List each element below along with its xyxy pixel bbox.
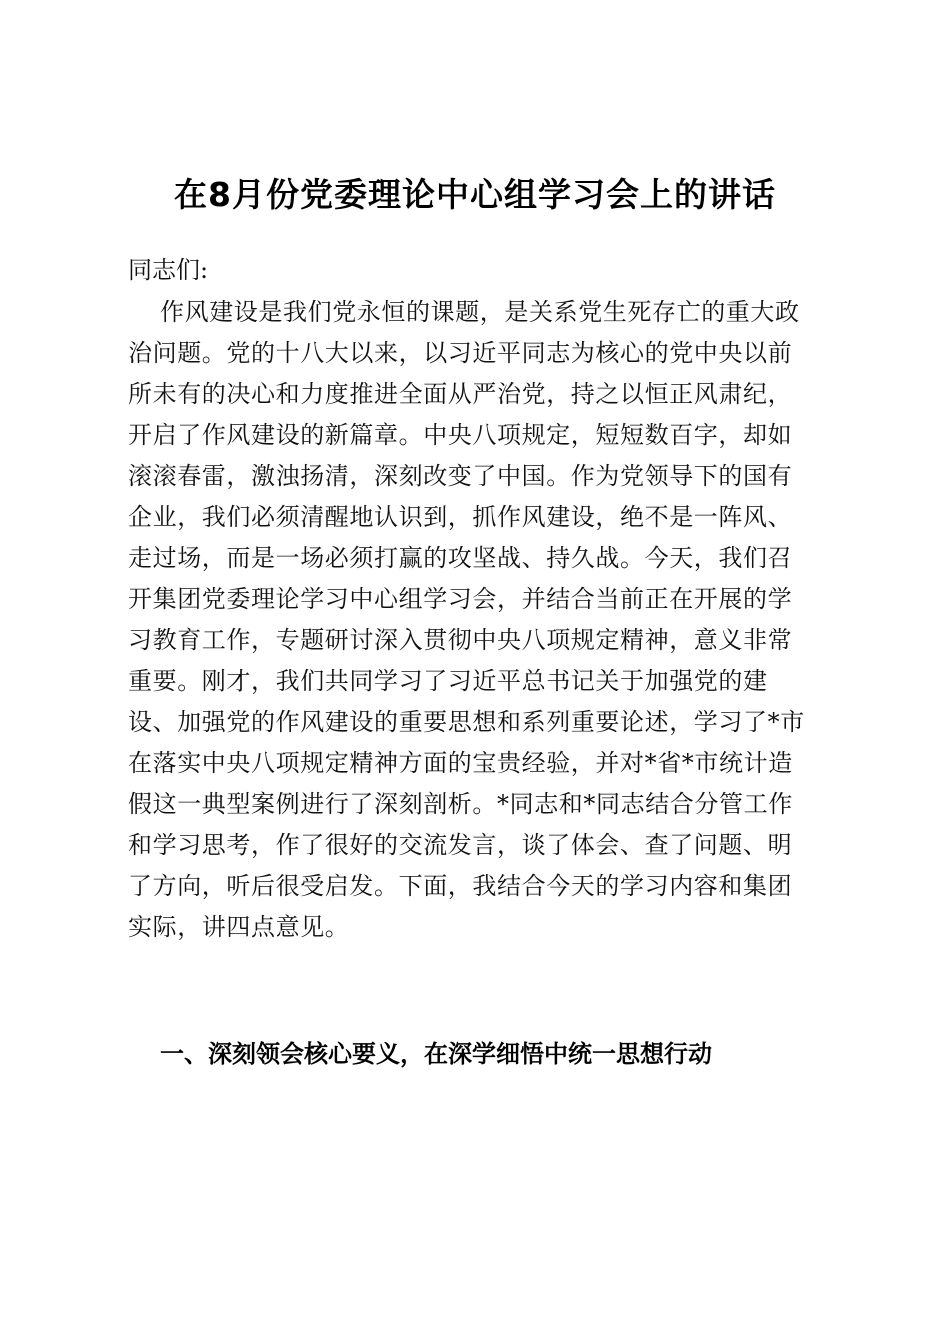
paragraph-line: 实际，讲四点意见。 [128, 913, 350, 941]
paragraph-line: 在落实中央八项规定精神方面的宝贵经验，并对*省*市统计造 [128, 749, 793, 777]
paragraph-line: 开集团党委理论学习中心组学习会，并结合当前正在开展的学 [128, 585, 793, 613]
greeting: 同志们: [128, 256, 209, 284]
paragraph-line: 设、加强党的作风建设的重要思想和系列重要论述，学习了*市 [128, 708, 805, 736]
paragraph-line: 作风建设是我们党永恒的课题，是关系党生死存亡的重大政 [160, 298, 800, 326]
paragraph-line: 和学习思考，作了很好的交流发言，谈了体会、查了问题、明 [128, 831, 793, 859]
paragraph-line: 所未有的决心和力度推进全面从严治党，持之以恒正风肃纪， [128, 380, 793, 408]
paragraph-line: 了方向，听后很受启发。下面，我结合今天的学习内容和集团 [128, 872, 793, 900]
document-title: 在8月份党委理论中心组学习会上的讲话 [174, 175, 776, 214]
paragraph-line: 重要。刚才，我们共同学习了习近平总书记关于加强党的建 [128, 667, 768, 695]
paragraph-line: 滚滚春雷，激浊扬清，深刻改变了中国。作为党领导下的国有 [128, 462, 793, 490]
section-heading: 一、深刻领会核心要义，在深学细悟中统一思想行动 [160, 1040, 712, 1068]
paragraph-line: 治问题。党的十八大以来，以习近平同志为核心的党中央以前 [128, 339, 793, 367]
paragraph-line: 开启了作风建设的新篇章。中央八项规定，短短数百字，却如 [128, 421, 793, 449]
paragraph-line: 企业，我们必须清醒地认识到，抓作风建设，绝不是一阵风、 [128, 503, 793, 531]
paragraph-line: 假这一典型案例进行了深刻剖析。*同志和*同志结合分管工作 [128, 790, 793, 818]
paragraph-line: 习教育工作，专题研讨深入贯彻中央八项规定精神，意义非常 [128, 626, 793, 654]
paragraph-line: 走过场，而是一场必须打赢的攻坚战、持久战。今天，我们召 [128, 544, 793, 572]
